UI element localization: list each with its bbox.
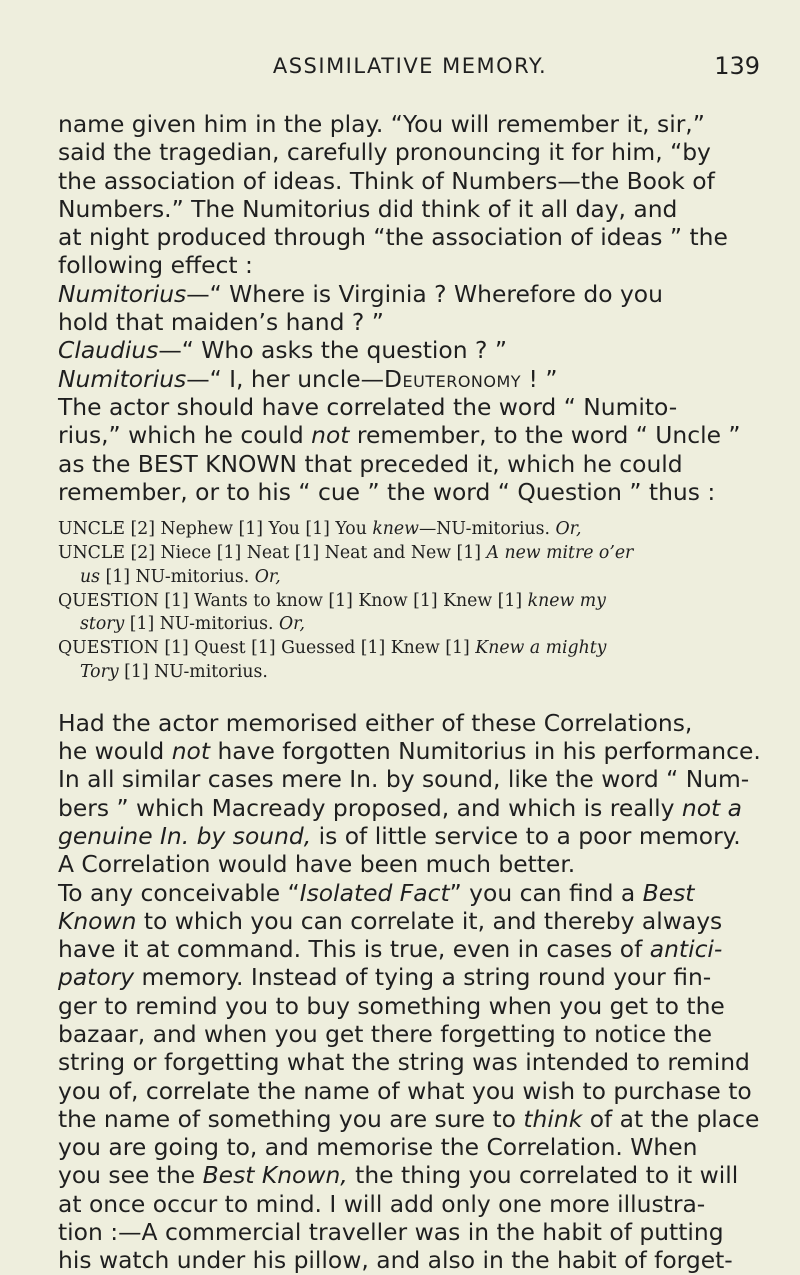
text: UNCLE [2] Niece [1] Neat [1] Neat and New [1]: [58, 542, 487, 563]
line: [58, 737, 762, 765]
line: you of, correlate the name of what you wish to purchase to: [58, 1076, 752, 1105]
emphasis: Best Known,: [202, 1161, 348, 1190]
list-line: [58, 661, 762, 685]
line: at once occur to mind. I will add only one more illustra-: [58, 1189, 706, 1218]
emphasis: us: [80, 566, 100, 587]
list-line: [58, 637, 762, 661]
text: ” you can find a: [449, 878, 643, 907]
emphasis: Best: [642, 878, 695, 907]
list-line: [58, 590, 762, 614]
line: the association of ideas. Think of Numbers—the Book of: [58, 166, 715, 195]
line: [58, 1161, 762, 1189]
text: have it at command. This is true, even in cases of: [58, 935, 650, 964]
list-line: [58, 566, 762, 590]
line: [58, 1105, 762, 1133]
emphasis: knew my: [527, 590, 606, 611]
text: QUESTION [1] Quest [1] Guessed [1] Knew [1]: [58, 638, 476, 659]
body-text: [58, 110, 762, 1275]
line: ger to remind you to buy something when you get to the: [58, 991, 725, 1020]
emphasis: Tory: [80, 661, 119, 682]
text: he would: [58, 737, 172, 766]
text: have forgotten Numitorius in his performance.: [210, 737, 761, 766]
emphasis: story: [80, 614, 125, 635]
text: memory. Instead of tying a string round your fin-: [134, 963, 712, 992]
line: A Correlation would have been much better.: [58, 850, 576, 879]
speaker-name: Claudius: [58, 336, 159, 365]
emphasis: Isolated Fact: [299, 878, 450, 907]
line: name given him in the play. “You will remember it, sir,”: [58, 110, 705, 138]
line: tion :—A commercial traveller was in the habit of putting: [58, 1218, 724, 1247]
emphasis: knew: [372, 519, 419, 540]
line: [58, 421, 762, 449]
text: the name of something you are sure to: [58, 1104, 524, 1133]
running-head: ASSIMILATIVE MEMORY.: [272, 54, 548, 78]
small-caps-word: Deuteronomy: [384, 364, 522, 393]
text: is of little service to a poor memory.: [311, 821, 741, 850]
line: following effect :: [58, 251, 253, 280]
emphasis: not: [311, 421, 350, 450]
line: his watch under his pillow, and also in the habit of forget-: [58, 1246, 733, 1275]
emphasis: not a: [681, 793, 742, 822]
line: [58, 935, 762, 963]
list-line: [58, 542, 762, 566]
text: rius,” which he could: [58, 421, 312, 450]
line: [58, 822, 762, 850]
page-header: [58, 54, 762, 84]
emphasis: Or,: [555, 519, 582, 540]
line: Had the actor memorised either of these Correlations,: [58, 708, 693, 737]
text: [1] NU-mitorius.: [124, 614, 279, 635]
list-line: [58, 613, 762, 637]
emphasis: Or,: [254, 566, 281, 587]
text: bers ” which Macready proposed, and which is really: [58, 793, 682, 822]
line: Numbers.” The Numitorius did think of it all day, and: [58, 194, 678, 223]
text: of at the place: [582, 1104, 760, 1133]
emphasis: patory: [58, 963, 135, 992]
text: you see the: [58, 1161, 203, 1190]
line: you are going to, and memorise the Correlation. When: [58, 1133, 698, 1162]
speech: —“ I, her uncle—: [186, 364, 384, 393]
line: The actor should have correlated the word “ Numito-: [58, 392, 678, 421]
speech: —“ Who asks the question ? ”: [158, 336, 507, 365]
text: the thing you correlated to it will: [347, 1161, 739, 1190]
text: UNCLE [2] Nephew [1] You [1] You: [58, 519, 373, 540]
dialogue-line: hold that maiden’s hand ? ”: [58, 308, 384, 337]
emphasis: Known: [58, 906, 137, 935]
text: To any conceivable “: [58, 878, 300, 907]
line: In all similar cases mere In. by sound, like the word “ Num-: [58, 765, 750, 794]
correlation-list: [58, 518, 762, 685]
speech: —“ Where is Virginia ? Wherefore do you: [186, 279, 663, 308]
emphasis: not: [171, 737, 211, 766]
text: to which you can correlate it, and thereby always: [136, 906, 723, 935]
line: remember, or to his “ cue ” the word “ Question ” thus :: [58, 477, 716, 506]
text: —NU-mitorius.: [418, 519, 556, 540]
line: [58, 879, 762, 907]
page-number: 139: [714, 52, 760, 80]
dialogue-line: [58, 336, 762, 364]
emphasis: think: [523, 1104, 583, 1133]
emphasis: Knew a mighty: [475, 638, 607, 659]
speaker-name: Numitorius: [58, 279, 187, 308]
text: remember, to the word “ Uncle ”: [349, 421, 741, 450]
emphasis: Or,: [278, 614, 306, 635]
text: QUESTION [1] Wants to know [1] Know [1] Knew [1]: [58, 590, 528, 611]
line: [58, 963, 762, 991]
line: bazaar, and when you get there forgetting to notice the: [58, 1020, 712, 1048]
dialogue-line: [58, 365, 762, 393]
dialogue-line: [58, 280, 762, 308]
text: [1] NU-mitorius.: [100, 566, 255, 587]
line: string or forgetting what the string was intended to remind: [58, 1048, 750, 1077]
emphasis: antici-: [649, 935, 723, 964]
emphasis: genuine In. by sound,: [58, 821, 312, 850]
speaker-name: Numitorius: [58, 364, 187, 393]
line: as the BEST KNOWN that preceded it, which he could: [58, 449, 683, 478]
line: at night produced through “the association of ideas ” the: [58, 223, 728, 252]
list-line: [58, 518, 762, 542]
text: [1] NU-mitorius.: [118, 661, 268, 682]
line: [58, 907, 762, 935]
line: said the tragedian, carefully pronouncing it for him, “by: [58, 138, 711, 167]
speech-end: ! ”: [521, 364, 558, 393]
line: [58, 794, 762, 822]
emphasis: A new mitre o’er: [486, 542, 634, 563]
